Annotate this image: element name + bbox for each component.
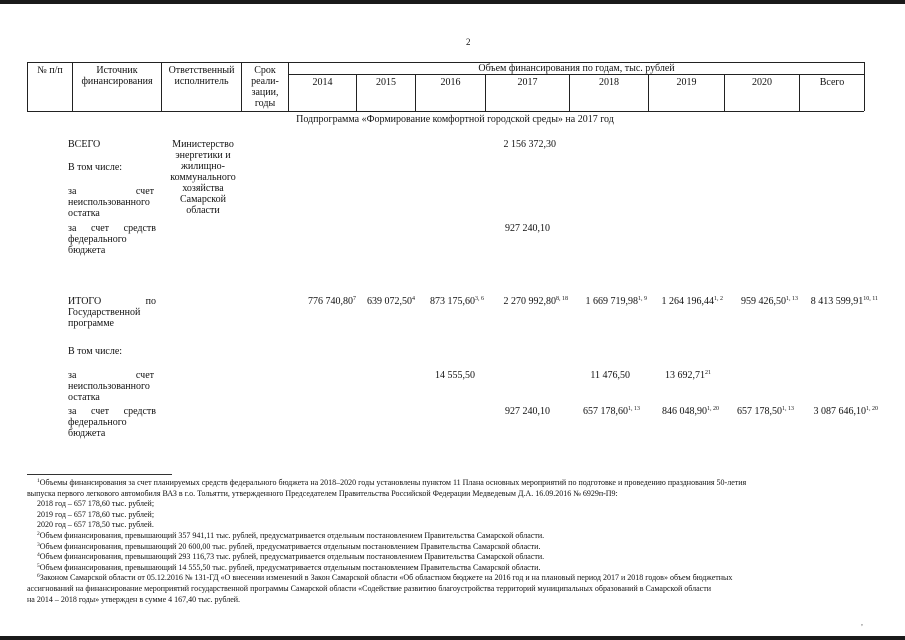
scan-speck: , [861, 618, 863, 627]
prog-unused-2018: 11 476,50 [590, 370, 630, 381]
sub-total-2017: 2 156 372,30 [503, 139, 556, 150]
header-year-2014: 2014 [312, 77, 333, 88]
page-number: 2 [466, 37, 471, 47]
footnote-1-2020: 2020 год – 657 178,50 тыс. рублей. [37, 520, 154, 530]
footnote-6-cont-2: на 2014 – 2018 годы» утвержден в сумме 4 167,40 тыс. рублей. [27, 594, 241, 604]
prog-federal-2019: 846 048,90$^{1, 20}$ [662, 406, 719, 417]
header-num: № п/п [37, 65, 63, 76]
footnote-6: $^6$Законом Самарской области от 05.12.2016 № 131-ГД «О внесении изменений в Закон Самарской области «Об областном бюджете на 2016 год и на плановый период 2017 и 2018 годов» объем бюджетных [37, 573, 733, 583]
footnote-1-cont: выпуска первого легкового автомобиля ВАЗ в г.о. Тольятти, утвержденного Председателем Правительства Российской Федерации Медведевым Д.А. 16.09.2016 № 6929п-П9: [27, 488, 618, 498]
header-year-2019: 2019 [676, 77, 697, 88]
prog-total-2020: 959 426,50$^{1, 13}$ [741, 296, 798, 307]
footnote-1-2018: 2018 год – 657 178,60 тыс. рублей; [37, 499, 155, 509]
sub-including-label: В том числе: [68, 162, 123, 173]
prog-total-label: ИТОГО по Государственной программе [68, 296, 156, 329]
prog-federal-2017: 927 240,10 [505, 406, 550, 417]
header-year-2016: 2016 [440, 77, 461, 88]
prog-total-2017: 2 270 992,80$^{8, 18}$ [503, 296, 568, 307]
footnote-6-cont-1: ассигнований на финансирование мероприятий государственной программы Самарской области «Содействие развитию благоустройства территорий муниципальных образований в Самарской области [27, 583, 712, 593]
header-year-2020: 2020 [752, 77, 772, 88]
prog-total-2016: 873 175,60$^{3, 6}$ [430, 296, 484, 307]
prog-total-2014: 776 740,80$^7$ [308, 296, 356, 307]
footnote-3: $^3$Объем финансирования, превышающий 20 600,00 тыс. рублей, предусматривается отдельным постановлением Правительства Самарской области. [37, 541, 541, 551]
header-source: Источник финансирования [81, 65, 153, 87]
prog-total-2019: 1 264 196,44$^{1, 2}$ [661, 296, 723, 307]
prog-federal-all: 3 087 646,10$^{1, 20}$ [813, 406, 878, 417]
prog-unused-2019: 13 692,71$^{21}$ [665, 370, 711, 381]
footnote-separator [27, 474, 172, 475]
subprogram-title: Подпрограмма «Формирование комфортной городской среды» на 2017 год [296, 114, 614, 125]
footnote-5: $^5$Объем финансирования, превышающий 14 555,50 тыс. рублей, предусматривается отдельным постановлением Правительства Самарской области. [37, 562, 541, 572]
prog-federal-label: за счет средств федерального бюджета [68, 406, 156, 439]
prog-federal-2020: 657 178,50$^{1, 13}$ [737, 406, 794, 417]
prog-unused-2016: 14 555,50 [435, 370, 475, 381]
prog-federal-2018: 657 178,60$^{1, 13}$ [583, 406, 640, 417]
header-year-2018: 2018 [599, 77, 619, 88]
footnotes [27, 478, 877, 605]
footnote-4: $^4$Объем финансирования, превышающий 293 116,73 тыс. рублей, предусматривается отдельным постановлением Правительства Самарской области. [37, 552, 545, 562]
footnote-1-2019: 2019 год – 657 178,60 тыс. рублей; [37, 509, 155, 519]
footnote-1: $^1$Объемы финансирования за счет планируемых средств федерального бюджета на 2018–2020 годы установлены пунктом 11 Плана основных мероприятий по подготовке и проведению празднования 50-летия [37, 478, 747, 487]
sub-federal-2017: 927 240,10 [505, 223, 550, 234]
header-term: Срок реали-зации, годы [251, 65, 279, 109]
sub-federal-label: за счет средств федерального бюджета [68, 223, 156, 256]
header-total: Всего [819, 77, 845, 88]
prog-total-all: 8 413 599,91$^{10, 11}$ [810, 296, 878, 307]
sub-responsible: Министерство энергетики и жилищно-коммунального хозяйства Самарской области [170, 139, 236, 216]
scan-top-edge [0, 0, 905, 4]
sub-unused-label: за счет неиспользованного остатка [68, 186, 154, 219]
sub-total-label: ВСЕГО [68, 139, 101, 150]
header-year-2015: 2015 [376, 77, 396, 88]
header-financing: Объем финансирования по годам, тыс. рублей [478, 63, 675, 74]
prog-total-2018: 1 669 719,98$^{1, 9}$ [585, 296, 647, 307]
prog-unused-label: за счет неиспользованного остатка [68, 370, 154, 403]
prog-including-label: В том числе: [68, 346, 123, 357]
header-year-2017: 2017 [517, 77, 538, 88]
prog-total-2015: 639 072,50$^4$ [367, 296, 415, 307]
footnote-2: $^2$Объем финансирования, превышающий 357 941,11 тыс. рублей, предусматривается отдельным постановлением Правительства Самарской области. [37, 530, 545, 540]
scan-bottom-edge [0, 636, 905, 640]
header-responsible: Ответственный исполнитель [168, 65, 235, 87]
